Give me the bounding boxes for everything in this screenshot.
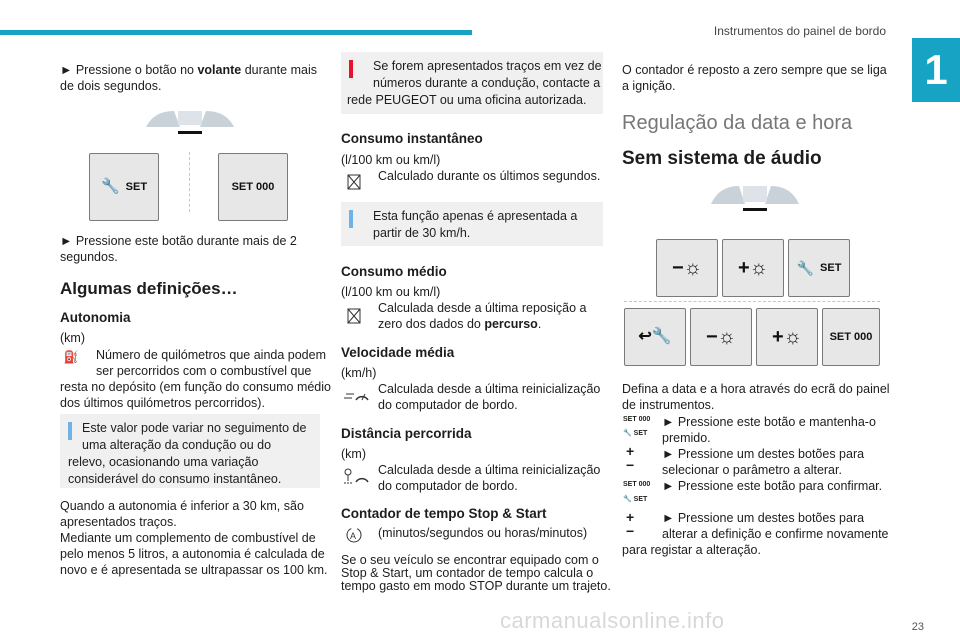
autonomia-text-3: resta no depósito (em função do consumo médio [60, 380, 331, 394]
back-wrench-button[interactable] [624, 308, 686, 366]
minus-brightness-icon: −☼ [671, 257, 702, 279]
heading-no-audio: Sem sistema de áudio [622, 148, 822, 169]
wrench-set-mini-icon: 🔧 SET [623, 430, 648, 437]
step-4-text-end: para registar a alteração. [622, 543, 761, 557]
instant-consumption-text: Calculado durante os últimos segundos. [378, 169, 601, 183]
info-note-autonomia [60, 414, 320, 488]
instruction-hold-cont: segundos. [60, 250, 118, 264]
heading-consumo-medio: Consumo médio [341, 264, 447, 279]
brightness-up-button[interactable] [722, 239, 784, 297]
divider-dashed [189, 152, 190, 212]
info-note-speed [341, 202, 603, 246]
note-line: relevo, ocasionando uma variação [68, 454, 259, 469]
set-000-button[interactable]: SET 000 [822, 308, 880, 366]
note-line: partir de 30 km/h. [373, 225, 471, 240]
instruction-hold: ► Pressione este botão durante mais de 2 [60, 234, 297, 248]
watermark: carmanualsonline.info [500, 608, 725, 634]
instruction-steering-cont: de dois segundos. [60, 79, 162, 93]
stop-start-text-1: Se o seu veículo se encontrar equipado com o [341, 553, 599, 567]
chapter-tab: 1 [912, 38, 960, 102]
average-speed-text-2: do computador de bordo. [378, 398, 518, 412]
stop-start-icon [345, 526, 363, 544]
step-3-text: ► Pressione este botão para confirmar. [662, 479, 883, 493]
brightness-down-button[interactable] [656, 239, 718, 297]
step-2-text-cont: selecionar o parâmetro a alterar. [662, 463, 842, 477]
warning-note-text [347, 58, 602, 109]
average-consumption-text-2: zero dos dados do percurso. [378, 317, 542, 331]
warning-icon [349, 60, 353, 78]
unit-km: (km) [341, 447, 366, 461]
step-4-text-cont: alterar a definição e confirme novamente [662, 527, 889, 541]
heading-autonomia: Autonomia [60, 310, 131, 325]
instruction-steering: ► Pressione o botão no volante durante mais [60, 63, 317, 77]
autonomy-low-text-2: apresentados traços. [60, 515, 177, 529]
info-icon [349, 210, 353, 228]
set-000-mini-icon: SET 000 [623, 416, 651, 423]
date-time-text-2: de instrumentos. [622, 398, 715, 412]
brightness-down-button-2[interactable] [690, 308, 752, 366]
info-note-text [68, 420, 307, 488]
unit-consumption: (l/100 km ou km/l) [341, 285, 441, 299]
set-000-button[interactable]: SET 000 [218, 153, 288, 221]
heading-consumo-instantaneo: Consumo instantâneo [341, 131, 483, 146]
heading-distancia-percorrida: Distância percorrida [341, 426, 472, 441]
plus-minus-icon: + − [626, 509, 635, 539]
note-line: considerável do consumo instantâneo. [68, 471, 282, 486]
fuel-pump-icon: ⛽ [63, 350, 79, 365]
wrench-icon: 🔧 [100, 178, 120, 196]
stop-start-unit: (minutos/segundos ou horas/minutos) [378, 526, 588, 540]
heading-date-time: Regulação da data e hora [622, 112, 853, 134]
note-line: Este valor pode variar no seguimento de [82, 421, 307, 435]
instrument-panel-illustration [705, 180, 805, 216]
header-accent-bar [0, 30, 472, 35]
note-line: números durante a condução, contacte a [373, 75, 601, 90]
set-button[interactable]: 🔧 SET [89, 153, 159, 221]
stop-start-text-3: tempo gasto em modo STOP durante um trajeto. [341, 579, 611, 593]
step-4-text: ► Pressione um destes botões para [662, 511, 865, 525]
warning-note-dashes [341, 52, 603, 114]
divider-dashed [624, 301, 880, 302]
wrench-icon: 🔧 [796, 259, 815, 276]
unit-speed: (km/h) [341, 366, 377, 380]
step-1-text: ► Pressione este botão e mantenha-o [662, 415, 876, 429]
average-speed-icon [344, 386, 370, 404]
step-1-text-cont: premido. [662, 431, 711, 445]
distance-text-2: do computador de bordo. [378, 479, 518, 493]
info-note-text [373, 208, 577, 242]
unit-km: (km) [60, 331, 85, 345]
average-consumption-text-1: Calculada desde a última reposição a [378, 301, 587, 315]
svg-text:A: A [350, 531, 357, 541]
note-line: Se forem apresentados traços em vez de [373, 59, 602, 73]
autonomy-low-text-5: novo e é apresentada se ultrapassar os 100 km. [60, 563, 328, 577]
autonomy-low-text-4: pelo menos 5 litros, a autonomia é calculada de [60, 547, 325, 561]
autonomia-text-2: ser percorridos com o combustível que [96, 364, 312, 378]
distance-text-1: Calculada desde a última reinicialização [378, 463, 601, 477]
page-number: 23 [911, 620, 924, 633]
average-speed-text-1: Calculada desde a última reinicialização [378, 382, 601, 396]
autonomy-low-text-3: Mediante um complemento de combustível de [60, 531, 316, 545]
heading-settings: Algumas definições… [60, 279, 238, 298]
note-line: uma alteração da condução ou do [82, 437, 272, 452]
heading-velocidade-media: Velocidade média [341, 345, 455, 360]
average-consumption-icon [347, 306, 361, 324]
step-2-text: ► Pressione um destes botões para [662, 447, 865, 461]
date-time-text-1: Defina a data e a hora através do ecrã do painel [622, 382, 890, 396]
instrument-panel-illustration [140, 105, 240, 139]
unit-consumption: (l/100 km ou km/l) [341, 153, 441, 167]
set-000-mini-icon: SET 000 [623, 481, 651, 488]
reset-text-1: O contador é reposto a zero sempre que se liga [622, 63, 887, 77]
running-header: Instrumentos do painel de bordo [713, 24, 886, 38]
plus-minus-icon: + − [626, 443, 635, 473]
brightness-up-button-2[interactable] [756, 308, 818, 366]
plus-brightness-icon: +☼ [737, 257, 768, 279]
heading-stop-start: Contador de tempo Stop & Start [341, 506, 547, 521]
note-line: Esta função apenas é apresentada a [373, 209, 578, 223]
note-line: rede PEUGEOT ou uma oficina autorizada. [347, 92, 587, 107]
minus-brightness-icon: −☼ [705, 326, 736, 348]
autonomy-low-text-1: Quando a autonomia é inferior a 30 km, são [60, 499, 304, 513]
autonomia-text-1: Número de quilómetros que ainda podem [96, 348, 326, 362]
plus-brightness-icon: +☼ [771, 326, 802, 348]
set-button[interactable]: 🔧 SET [788, 239, 850, 297]
back-wrench-icon: ↩🔧 [638, 327, 672, 345]
wrench-set-mini-icon: 🔧 SET [623, 496, 648, 503]
autonomia-text-4: dos últimos quilómetros percorridos). [60, 396, 265, 410]
distance-icon [342, 466, 370, 486]
stop-start-text-2: Stop & Start, um contador de tempo calcula o [341, 566, 594, 580]
info-icon [68, 422, 72, 440]
instant-consumption-icon [347, 172, 361, 190]
reset-text-2: a ignição. [622, 79, 676, 93]
